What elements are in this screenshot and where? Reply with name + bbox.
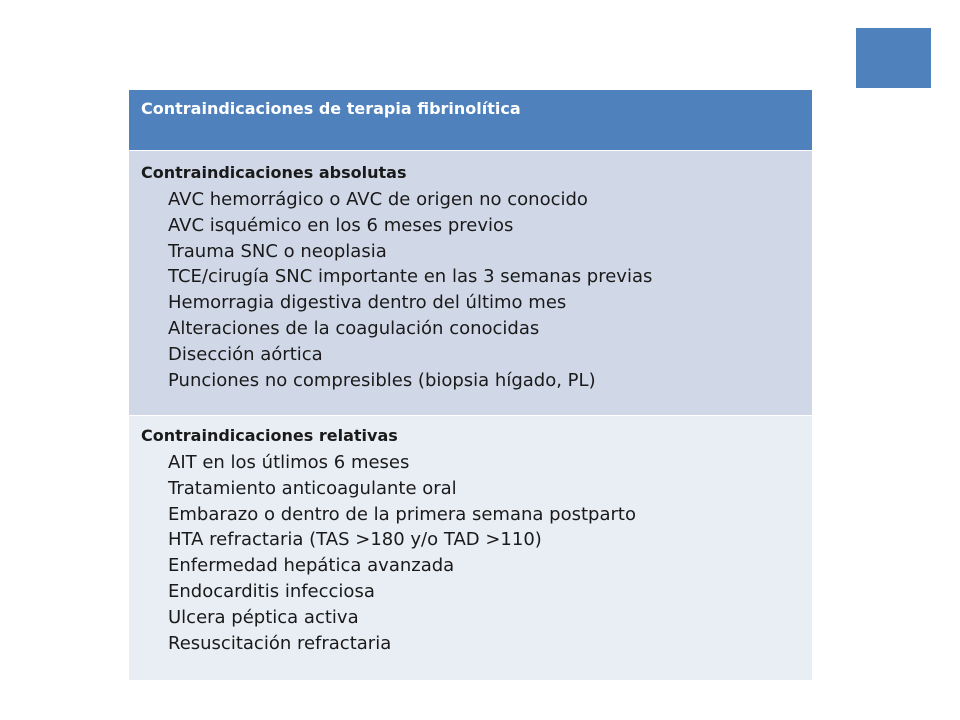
list-item: AIT en los útlimos 6 meses — [168, 452, 410, 473]
list-item: TCE/cirugía SNC importante en las 3 semanas previas — [168, 266, 653, 288]
list-item: Punciones no compresibles (biopsia hígado, PL) — [168, 369, 596, 391]
list-item: HTA refractaria (TAS >180 y/o TAD >110) — [168, 529, 542, 551]
list-item: Ulcera péptica activa — [168, 606, 359, 628]
list-item: Disección aórtica — [168, 343, 323, 365]
list-item: Tratamiento anticoagulante oral — [168, 477, 457, 499]
list-item: Enfermedad hepática avanzada — [168, 555, 455, 577]
list-item: AVC isquémico en los 6 meses previos — [168, 214, 514, 236]
relative-contraindications-section — [129, 415, 812, 680]
list-item: Alteraciones de la coagulación conocidas — [168, 317, 540, 339]
list-item: Embarazo o dentro de la primera semana postparto — [168, 503, 636, 525]
list-item: Trauma SNC o neoplasia — [168, 240, 387, 262]
contraindications-table — [129, 90, 812, 680]
list-item: Hemorragia digestiva dentro del último mes — [168, 292, 567, 314]
list-item: Endocarditis infecciosa — [168, 580, 375, 602]
list-item: Resuscitación refractaria — [168, 632, 392, 654]
absolute-contraindications-section — [129, 150, 812, 415]
absolute-section-title: Contraindicaciones absolutas — [141, 163, 407, 182]
relative-section-title: Contraindicaciones relativas — [141, 426, 398, 445]
table-header: Contraindicaciones de terapia fibrinolítica — [129, 90, 812, 150]
list-item: AVC hemorrágico o AVC de origen no conocido — [168, 189, 588, 210]
decorative-blue-square — [856, 28, 931, 88]
